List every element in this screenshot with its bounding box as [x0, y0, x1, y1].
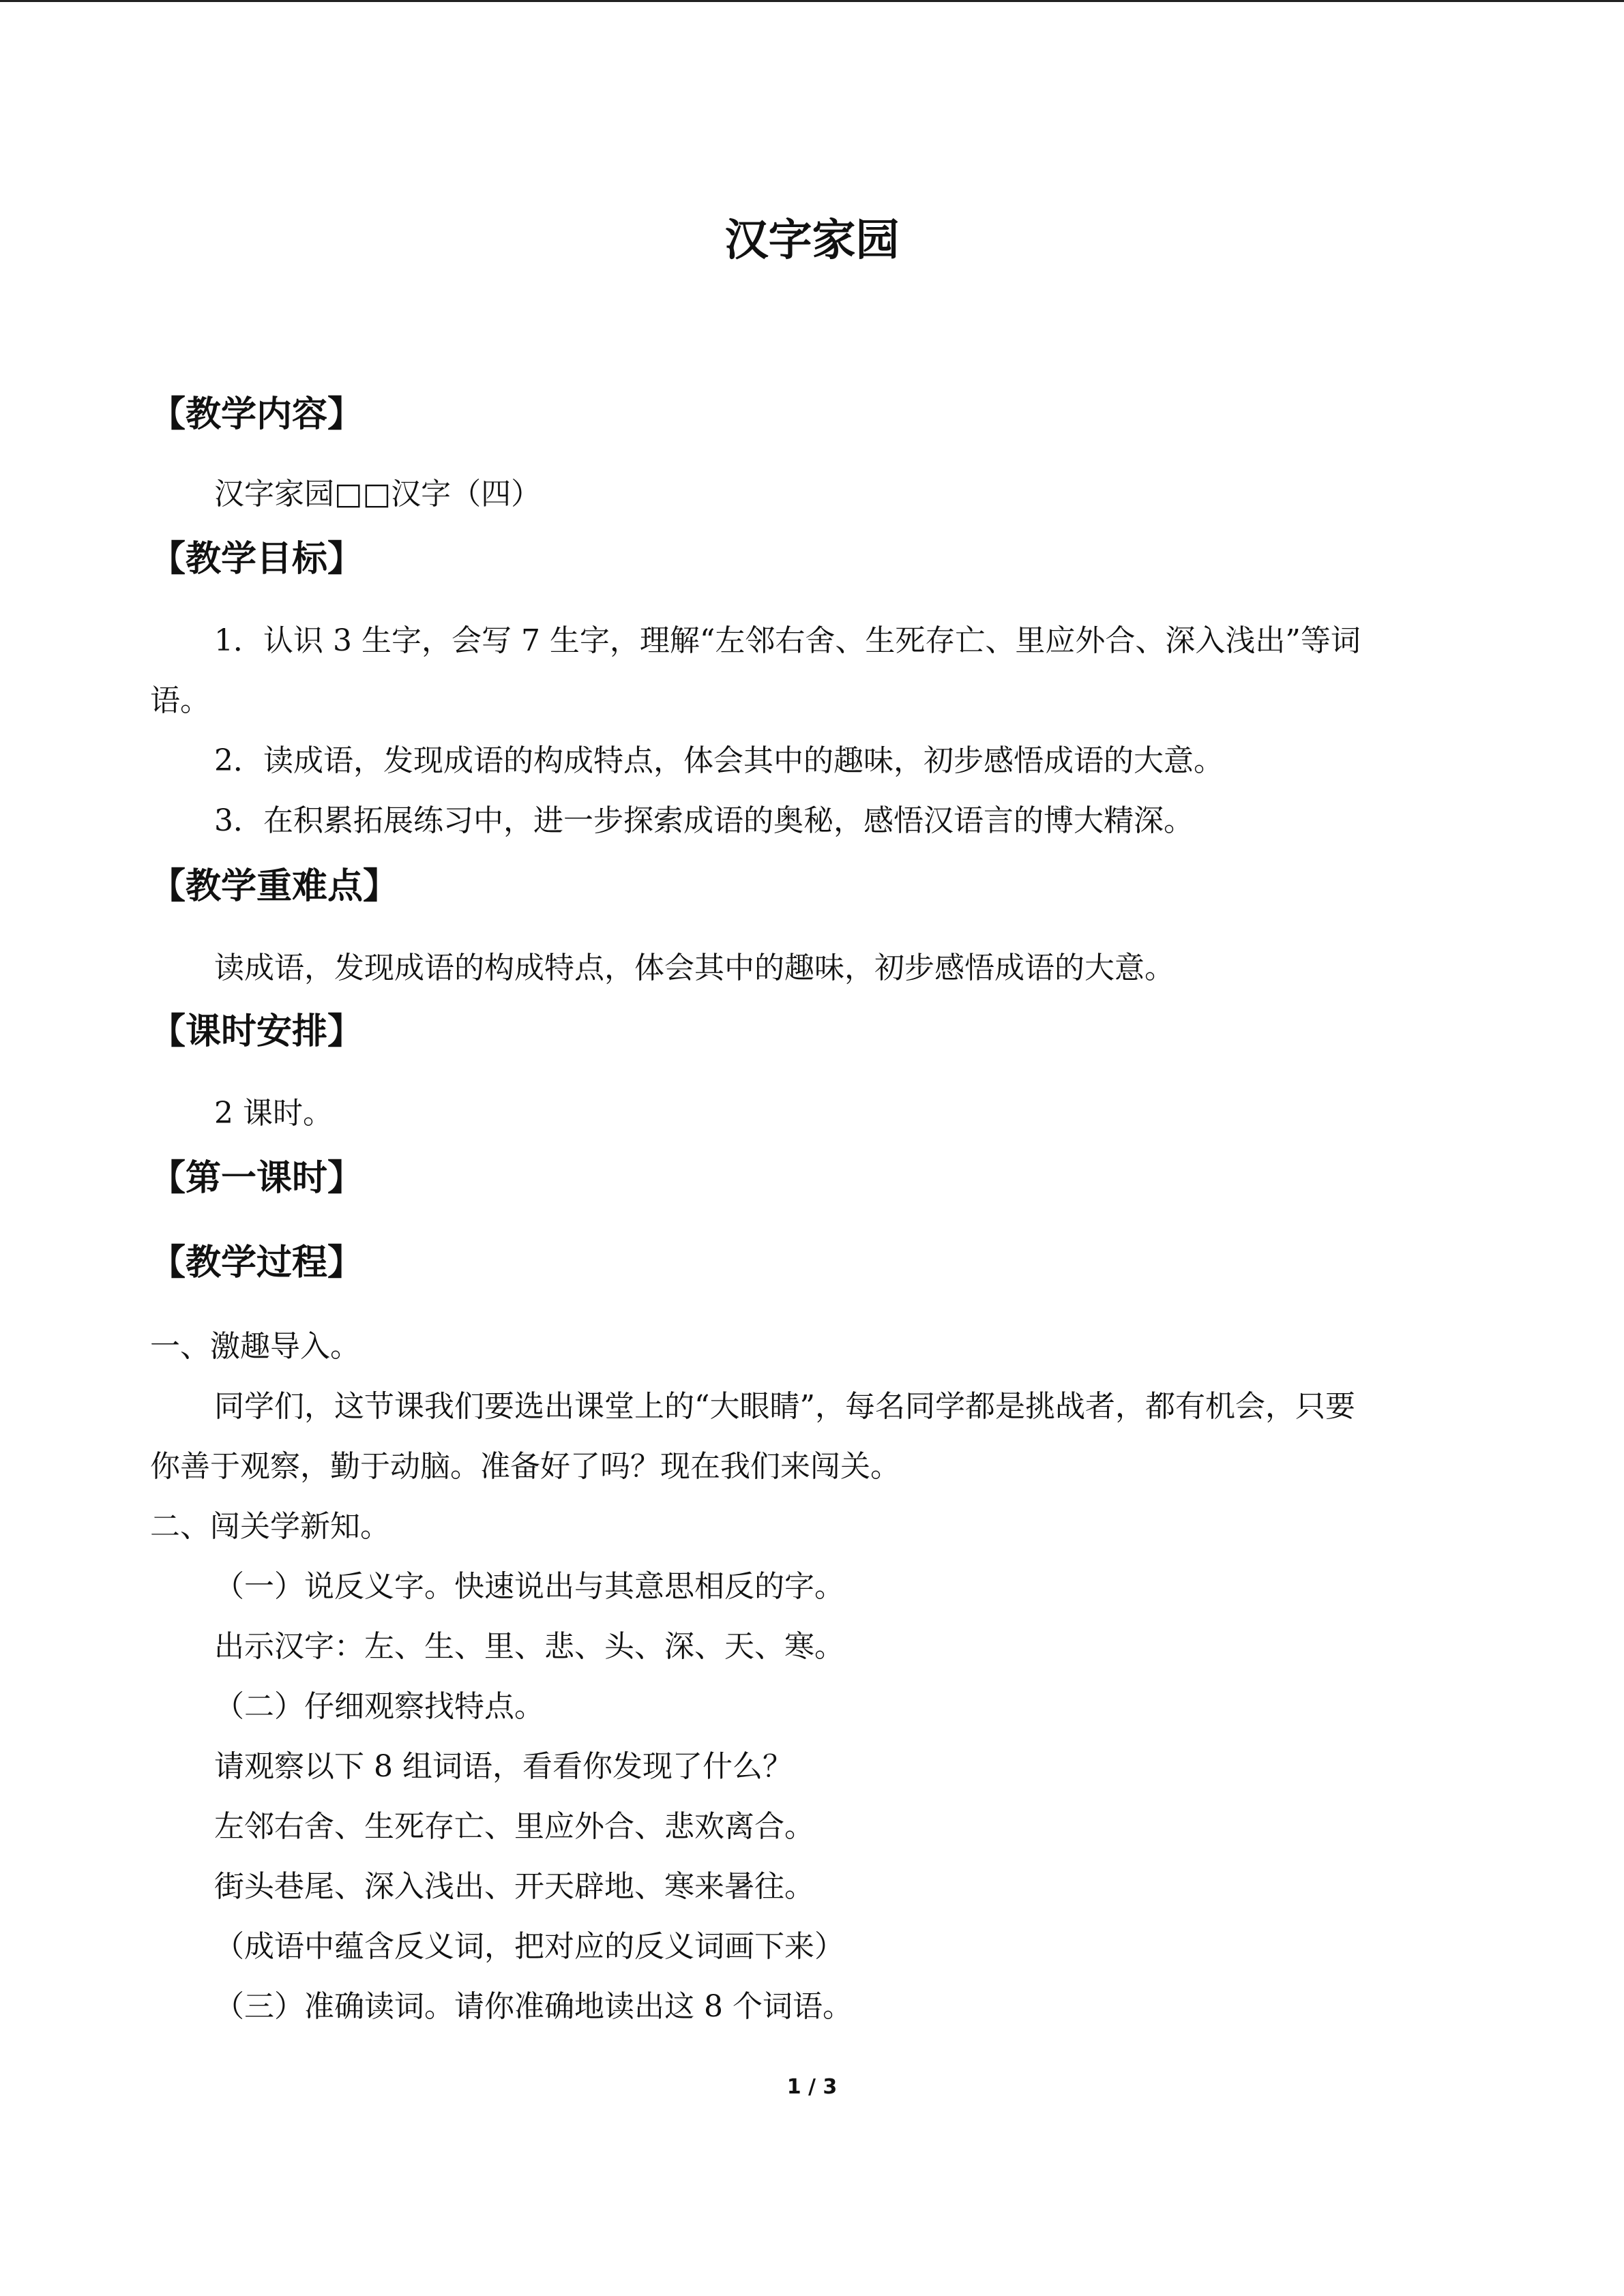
- step-1-paragraph-line-1: 同学们，这节课我们要选出课堂上的“大眼睛”，每名同学都是挑战者，都有机会，只要: [214, 1389, 1355, 1424]
- step-1-paragraph-line-2: 你善于观察，勤于动脑。准备好了吗？现在我们来闯关。: [150, 1449, 900, 1484]
- page-title: 汉字家园: [724, 215, 900, 266]
- heading-schedule: 【课时安排】: [150, 1011, 364, 1052]
- idioms-group-1: 左邻右舍、生死存亡、里应外合、悲欢离合。: [214, 1809, 814, 1844]
- step-2-title: 二、闯关学新知。: [150, 1509, 390, 1544]
- key-points-text: 读成语，发现成语的构成特点，体会其中的趣味，初步感悟成语的大意。: [214, 951, 1175, 985]
- goal-1-line-1: 1．认识 3 生字，会写 7 生字，理解“左邻右舍、生死存亡、里应外合、深入浅出”等词: [214, 623, 1361, 658]
- teaching-content-text: 汉字家园□□汉字（四）: [214, 477, 542, 511]
- sub-step-2: （二）仔细观察找特点。: [214, 1689, 544, 1724]
- sub-step-2-prompt: 请观察以下 8 组词语，看看你发现了什么？: [214, 1749, 793, 1784]
- goal-2: 2．读成语，发现成语的构成特点，体会其中的趣味，初步感悟成语的大意。: [214, 743, 1224, 778]
- goal-3: 3．在积累拓展练习中，进一步探索成语的奥秘，感悟汉语言的博大精深。: [214, 803, 1194, 838]
- heading-teaching-process: 【教学过程】: [150, 1242, 364, 1283]
- page-number: 1 / 3: [786, 2075, 838, 2099]
- heading-teaching-content: 【教学内容】: [150, 394, 364, 435]
- idioms-group-2: 街头巷尾、深入浅出、开天辟地、寒来暑往。: [214, 1869, 814, 1904]
- sub-step-1: （一）说反义字。快速说出与其意思相反的字。: [214, 1569, 844, 1604]
- heading-teaching-goals: 【教学目标】: [150, 539, 364, 580]
- sub-step-1-characters: 出示汉字：左、生、里、悲、头、深、天、寒。: [214, 1629, 844, 1664]
- top-border-rule: [0, 0, 1624, 2]
- heading-first-lesson: 【第一课时】: [150, 1158, 364, 1199]
- idioms-note: （成语中蕴含反义词，把对应的反义词画下来）: [214, 1929, 844, 1964]
- sub-step-3: （三）准确读词。请你准确地读出这 8 个词语。: [214, 1989, 853, 2024]
- schedule-text: 2 课时。: [214, 1096, 333, 1131]
- step-1-title: 一、激趣导入。: [150, 1329, 360, 1364]
- heading-key-points: 【教学重难点】: [150, 866, 399, 907]
- goal-1-line-2: 语。: [150, 683, 210, 718]
